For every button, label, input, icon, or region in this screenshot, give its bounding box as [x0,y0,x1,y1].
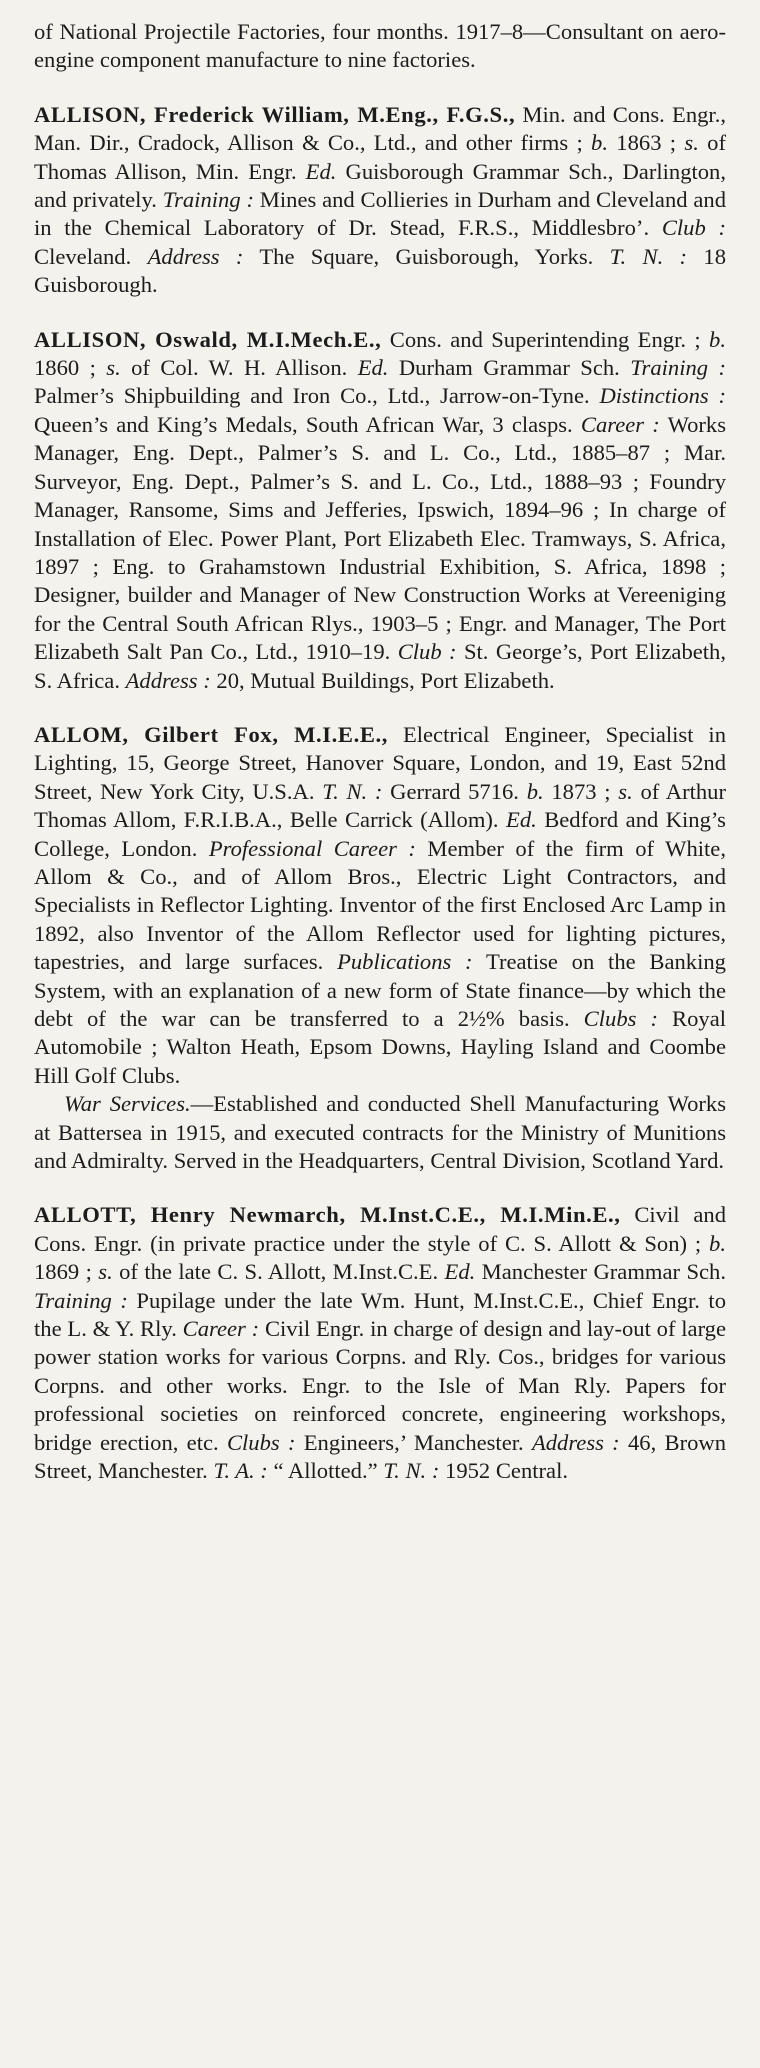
text-run: of Col. W. H. Allison. [120,355,358,381]
text-run: Civil Engr. in charge of design and lay-out of large power station works for various Corpns. and Rly. Cos., bridges for various Corpns. and other works. Engr. to the Isle of Man Rly. Papers for professional societies on reinforced concrete, engineering workshops, bridge erection, etc. [34,1316,727,1455]
entry-name: ALLOM, Gilbert Fox, M.I.E.E., [34,721,389,747]
text-run: Manchester Grammar Sch. [475,1259,726,1285]
entry-allison-frederick [34,101,726,300]
italic-label: s. [684,130,699,156]
entry-name: ALLISON, Frederick William, M.Eng., F.G.S., [34,101,516,127]
italic-label: Training : [630,355,727,381]
text-run: Royal Automobile ; Walton Heath, Epsom Downs, Hayling Island and Coombe Hill Golf Clubs. [34,1006,726,1088]
text-run: Palmer’s Shipbuilding and Iron Co., Ltd., Jarrow-on-Tyne. [34,383,600,409]
text-run: of the late C. S. Allott, M.Inst.C.E. [112,1259,445,1285]
italic-label: T. N. : [609,243,688,269]
text-run: 18 Guisborough. [34,243,727,298]
continuation-paragraph: of National Projectile Factories, four months. 1917–8—Consultant on aero-engine component manufacture to nine factories. [34,19,726,73]
italic-label: Professional Career : [208,835,416,861]
text-run: 1869 ; [34,1259,99,1285]
italic-label: b. [591,130,608,156]
text-run: of Arthur Thomas Allom, F.R.I.B.A., Belle Carrick (Allom). [34,778,726,833]
text-run: Pupilage under the late Wm. Hunt, M.Inst.C.E., Chief Engr. to the L. & Y. Rly. [34,1287,726,1342]
italic-label: Ed. [444,1259,476,1285]
text-run: St. George’s, Port Elizabeth, S. Africa. [34,639,726,693]
text-run: Engineers,’ Manchester. [295,1429,532,1455]
entry-allott-henry [34,1201,726,1485]
italic-label: Career : [182,1316,260,1342]
text-run: 46, Brown Street, Manchester. [34,1429,726,1484]
italic-label: s. [618,778,633,804]
italic-label: Career : [580,411,660,437]
entry-body [34,722,726,1088]
italic-label: Ed. [357,355,389,381]
italic-label: b. [709,326,726,352]
text-run: 1860 ; [34,355,107,381]
text-run: Queen’s and King’s Medals, South African War, 3 clasps. [34,411,581,437]
text-run: —Established and conducted Shell Manufacturing Works at Battersea in 1915, and executed contracts for the Ministry of Munitions and Admiralty. Served in the Headquarters, Central Division, Scotland Yard. [34,1091,726,1174]
entry-body [34,102,726,297]
italic-label: War Services. [64,1091,191,1117]
italic-label: Distinctions : [599,383,726,409]
cropped-footer-mark [0,2058,16,2068]
entry-name: ALLOTT, Henry Newmarch, M.Inst.C.E., M.I.Min.E., [34,1202,621,1228]
text-run: Cleveland. [34,243,148,269]
text-run: of Thomas Allison, Min. Engr. [34,130,726,184]
italic-label: Training : [34,1287,128,1313]
text-run: 20, Mutual Buildings, Port Elizabeth. [210,667,555,693]
text-run: 1952 Central. [439,1458,569,1484]
entry-body [34,327,726,693]
italic-label: Clubs : [226,1429,296,1455]
text-run: Civil and Cons. Engr. (in private practice under the style of C. S. Allott & Son) ; [34,1202,726,1256]
text-run: Member of the firm of White, Allom & Co., and of Allom Bros., Electric Light Contractors, and Specialists in Reflector Lighting. Inventor of the first Enclosed Arc Lamp in 1892, also Inventor of the Allom Reflector used for lighting pictures, tapestries, and large surfaces. [34,835,726,975]
text-run: Guisborough Grammar Sch., Darlington, and privately. [34,158,727,213]
entry-body [34,1202,726,1483]
entry-name: ALLISON, Oswald, M.I.Mech.E., [34,326,382,352]
italic-label: T. N. : [322,778,383,804]
text-run: The Square, Guisborough, Yorks. [243,243,610,269]
italic-label: T. A. : [213,1458,268,1484]
italic-label: b. [526,778,544,804]
text-run: “ Allotted.” [267,1458,384,1484]
italic-label: Training : [162,187,254,213]
text-run: Durham Grammar Sch. [388,355,631,381]
text-run: Cons. and Superintending Engr. ; [381,326,710,352]
italic-label: s. [98,1259,113,1285]
entry-allom-gilbert [34,721,726,1176]
text-run: Treatise on the Banking System, with an explanation of a new form of State finance—by which the debt of the war can be transferred to a 2½% basis. [34,949,726,1031]
italic-label: b. [709,1230,726,1256]
italic-label: Ed. [506,807,537,833]
text-run: Min. and Cons. Engr., Man. Dir., Cradock, Allison & Co., Ltd., and other firms ; [34,101,726,156]
war-services-paragraph [34,1090,726,1175]
text-run: Electrical Engineer, Specialist in Lighting, 15, George Street, Hanover Square, London, and 19, East 52nd Street, New York City, U.S.A. [34,721,726,804]
italic-label: s. [106,355,121,381]
text-run: Bedford and King’s College, London. [34,807,726,861]
text-run: Gerrard 5716. [382,778,527,804]
italic-label: T. N. : [383,1458,440,1484]
text-run: Works Manager, Eng. Dept., Palmer’s S. and L. Co., Ltd., 1885–87 ; Mar. Surveyor, Eng. Dept., Palmer’s S. and L. Co., Ltd., 1888–93 ; Foundry Manager, Ransome, Sims and Jefferies, Ipswich, 1894–96 ; In charge of Installation of Elec. Power Plant, Port Elizabeth Elec. Tramways, S. Africa, 1897 ; Eng. to Grahamstown Industrial Exhibition, S. Africa, 1898 ; Designer, builder and Manager of New Construction Works at Vereeniging for the Central South African Rlys., 1903–5 ; Engr. and Manager, The Port Elizabeth Salt Pan Co., Ltd., 1910–19. [34,411,726,665]
italic-label: Publications : [337,949,473,975]
text-run: 1863 ; [608,130,685,156]
italic-label: Club : [661,215,726,241]
italic-label: Ed. [305,158,337,184]
italic-label: Club : [397,639,457,665]
italic-label: Address : [125,667,211,693]
italic-label: Clubs : [583,1006,658,1031]
entry-allison-oswald [34,326,726,695]
text-run: Mines and Collieries in Durham and Cleveland and in the Chemical Laboratory of Dr. Stead, F.R.S., Middlesbro’. [34,187,726,241]
italic-label: Address : [531,1429,620,1455]
italic-label: Address : [147,243,244,269]
text-run: 1873 ; [543,778,619,804]
